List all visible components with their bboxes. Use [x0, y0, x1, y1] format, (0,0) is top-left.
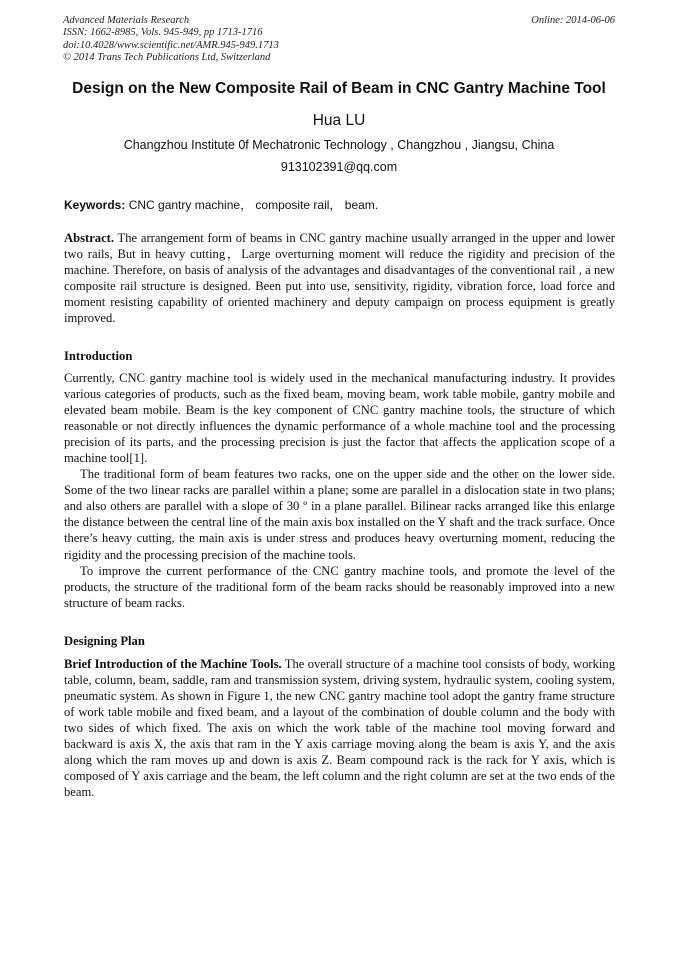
keywords-label: Keywords:	[64, 198, 126, 212]
doi-line: doi:10.4028/www.scientific.net/AMR.945-949.1713	[63, 39, 279, 51]
author-name: Hua LU	[312, 112, 366, 129]
author-email: 913102391@qq.com	[280, 160, 398, 174]
abstract-label: Abstract.	[64, 231, 115, 245]
machine-tools-subheading: Brief Introduction of the Machine Tools.	[64, 657, 282, 671]
journal-header	[63, 15, 423, 64]
introduction-heading: Introduction	[64, 349, 133, 363]
introduction-body	[64, 370, 615, 611]
journal-name: Advanced Materials Research	[63, 15, 190, 26]
paper-title: Design on the New Composite Rail of Beam in CNC Gantry Machine Tool	[72, 80, 606, 97]
copyright-line: © 2014 Trans Tech Publications Ltd, Switzerland	[63, 51, 271, 63]
designing-plan-heading: Designing Plan	[64, 634, 145, 648]
abstract-block	[64, 230, 615, 326]
keywords-text: CNC gantry machine， composite rail， beam.	[125, 198, 379, 212]
keywords-line	[64, 196, 616, 213]
author-affiliation: Changzhou Institute 0f Mechatronic Technology , Changzhou , Jiangsu, China	[123, 138, 555, 152]
abstract-text: The arrangement form of beams in CNC gantry machine usually arranged in the upper and lower two rails, But in heavy cutting，Large overturning moment will reduce the rigidity and precision of the machine. Therefore, on basis of analysis of the advantages and disadvantages of the conventional rail , a new composite rail structure is designed. Been put into use, sensitivity, rigidity, vibration force, load force and moment resisting capability of oriented machinery and deputy campaign on process equipment is greatly improved.	[64, 231, 615, 326]
online-date: Online: 2014-06-06	[531, 15, 615, 26]
introduction-paragraph: The traditional form of beam features two racks, one on the upper side and the other on the lower side. Some of the two linear racks are parallel within a plane; some are parallel in a dislocation state in two plans; and also others are parallel with a slope of 30 º in a plane parallel. Bilinear racks arranged like this enlarge the distance between the central line of the main axis box installed on the Y shaft and the track surface. Once there’s heavy cutting, the main axis is under stress and produces heavy overturning moment, reducing the rigidity and the processing precision of the machine tools.	[64, 467, 615, 562]
designing-plan-body	[64, 656, 615, 800]
machine-tools-text: The overall structure of a machine tool consists of body, working table, column, beam, saddle, ram and transmission system, driving system, hydraulic system, cooling system, pneumatic system. As shown in Figure 1, the new CNC gantry machine tool adopt the gantry frame structure of work table mobile and fixed beam, and a layout of the combination of double column and the body with two sides of which fixed. The axis on which the work table of the machine tool moving forward and backward is axis X, the axis that ram in the Y axis carriage moving along the beam is axis Y, and the axis along which the ram moves up and down is axis Z. Beam compound rack is the rack for Y axis, which is composed of Y axis carriage and the beam, the left column and the right column are set at the two ends of the beam.	[64, 657, 616, 800]
introduction-paragraph: Currently, CNC gantry machine tool is widely used in the mechanical manufacturing industry. It provides various categories of products, such as the fixed beam, moving beam, work table mobile, gantry mobile and elevated beam mobile. Beam is the key component of CNC gantry machine tools, the structure of which reasonable or not directly influences the dynamic performance of a whole machine tool and the processing precision of its parts, and the processing precision is just the factor that affects the application scope of a machine tool[1].	[64, 371, 615, 466]
introduction-paragraph: To improve the current performance of the CNC gantry machine tools, and promote the level of the products, the structure of the traditional form of the beam racks should be reasonably improved into a new structure of beam racks.	[64, 563, 615, 610]
issn-line: ISSN: 1662-8985, Vols. 945-949, pp 1713-1716	[63, 27, 263, 39]
